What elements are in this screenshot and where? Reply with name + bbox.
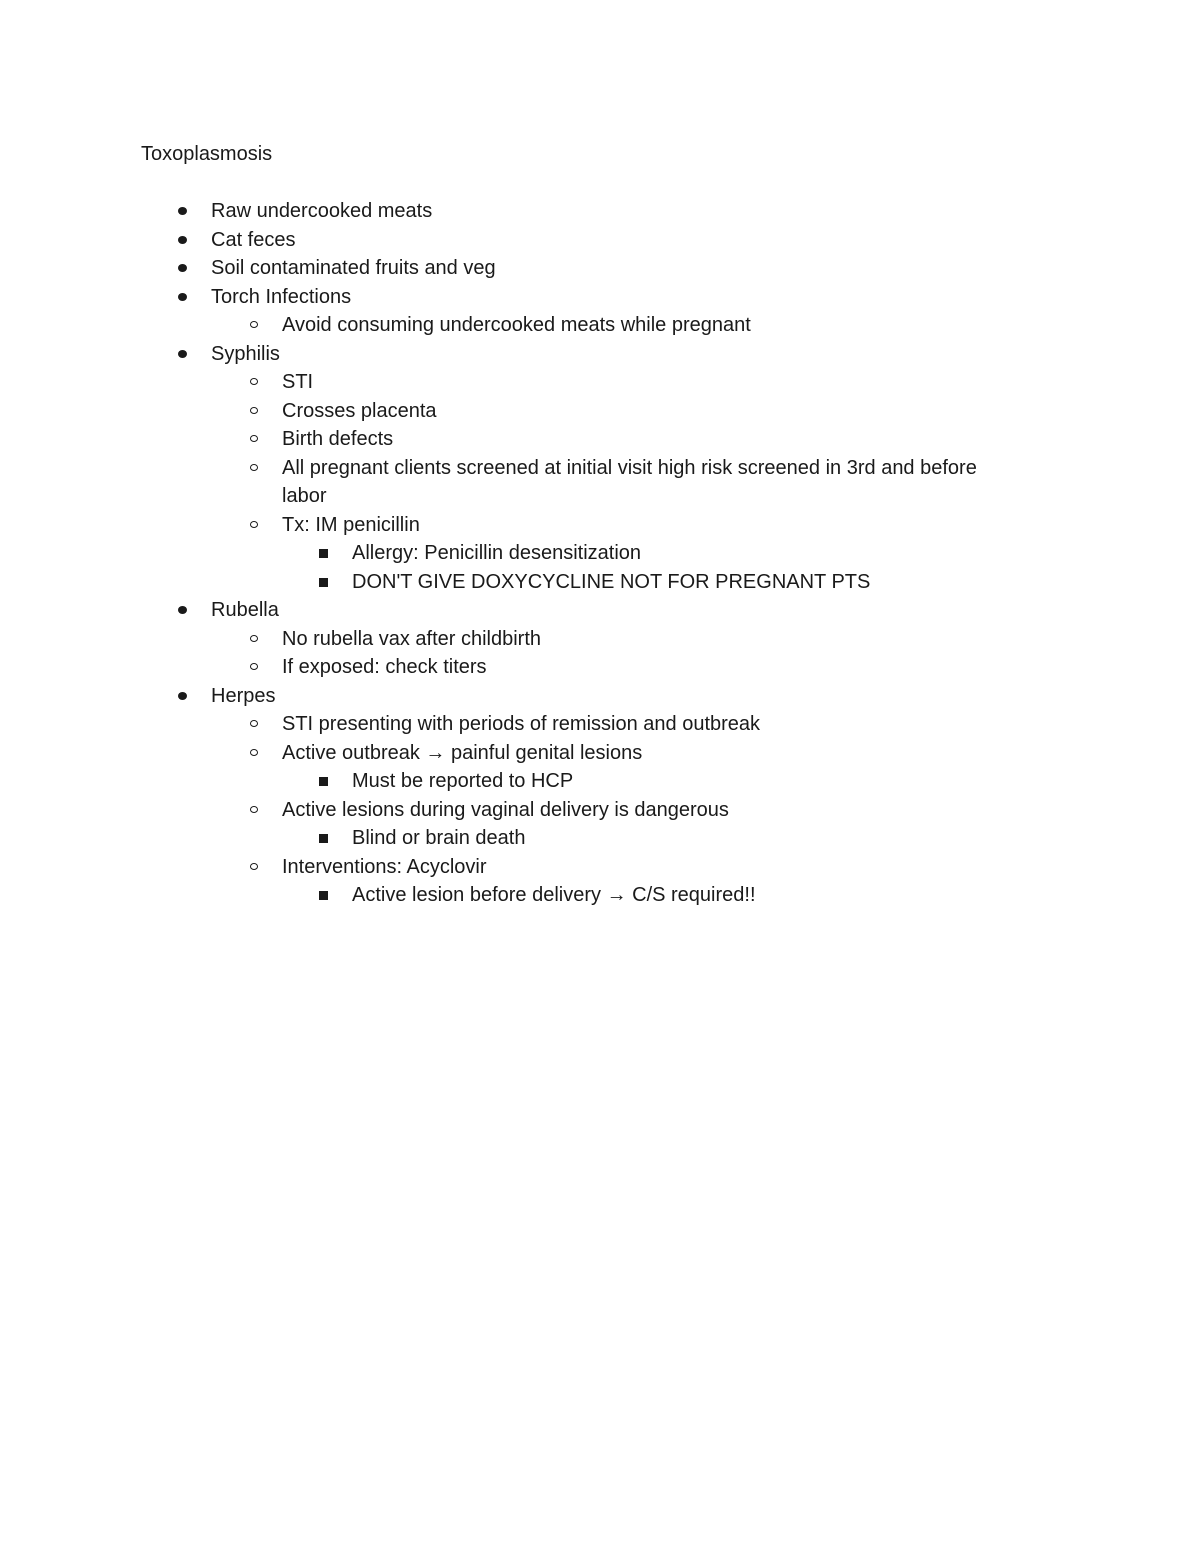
bullet-disc-icon xyxy=(178,236,187,244)
list-item-level-2: No rubella vax after childbirth xyxy=(282,627,542,650)
bullet-circle-icon xyxy=(250,407,258,414)
list-item-level-2: If exposed: check titers xyxy=(282,656,487,678)
bullet-circle-icon xyxy=(250,806,258,813)
list-item-level-1: Cat feces xyxy=(211,228,296,251)
list-item-level-1: Syphilis xyxy=(211,342,280,365)
bullet-square-icon xyxy=(319,834,328,843)
list-item-level-2: Interventions: Acyclovir xyxy=(282,855,487,878)
bullet-circle-icon xyxy=(250,435,258,442)
list-item-level-1: Rubella xyxy=(211,599,279,621)
list-item-level-2: Birth defects xyxy=(282,428,394,450)
list-item-level-1: Soil contaminated fruits and veg xyxy=(211,257,496,279)
bullet-square-icon xyxy=(319,549,328,558)
bullet-circle-icon xyxy=(250,635,258,642)
bullet-square-icon xyxy=(319,777,328,786)
list-item-level-3: Allergy: Penicillin desensitization xyxy=(352,542,642,564)
list-item-level-2: STI xyxy=(282,371,314,393)
list-item-level-2: Avoid consuming undercooked meats while pregnant xyxy=(282,314,751,336)
list-item-level-2: Active lesions during vaginal delivery is dangerous xyxy=(282,798,729,821)
bullet-circle-icon xyxy=(250,663,258,670)
list-item-level-3: DON'T GIVE DOXYCYCLINE NOT FOR PREGNANT PTS xyxy=(352,570,871,593)
bullet-square-icon xyxy=(319,578,328,587)
bullet-circle-icon xyxy=(250,863,258,870)
bullet-circle-icon xyxy=(250,464,258,471)
bullet-disc-icon xyxy=(178,350,187,358)
list-item-level-1: Raw undercooked meats xyxy=(211,200,433,222)
bullet-circle-icon xyxy=(250,321,258,328)
list-item-level-2: All pregnant clients screened at initial visit high risk screened in 3rd and before xyxy=(282,456,977,479)
bullet-disc-icon xyxy=(178,207,187,215)
list-item-level-1: Torch Infections xyxy=(211,285,352,308)
bullet-circle-icon xyxy=(250,521,258,528)
list-item-level-3: Blind or brain death xyxy=(352,827,526,849)
list-item-continuation: labor xyxy=(282,485,327,507)
bullet-disc-icon xyxy=(178,606,187,614)
list-item-level-2: Crosses placenta xyxy=(282,399,437,422)
list-item-level-1: Herpes xyxy=(211,684,276,707)
bullet-disc-icon xyxy=(178,293,187,301)
bullet-circle-icon xyxy=(250,749,258,756)
bullet-circle-icon xyxy=(250,378,258,385)
document-title: Toxoplasmosis xyxy=(141,143,273,165)
bullet-square-icon xyxy=(319,891,328,900)
list-item-level-3: Must be reported to HCP xyxy=(352,770,574,792)
bullet-circle-icon xyxy=(250,720,258,727)
bullet-disc-icon xyxy=(178,692,187,700)
list-item-level-2: STI presenting with periods of remission and outbreak xyxy=(282,713,761,735)
list-item-level-2: Tx: IM penicillin xyxy=(282,513,420,536)
list-item-level-2: Active outbreak → painful genital lesions xyxy=(282,741,643,764)
bullet-disc-icon xyxy=(178,264,187,272)
list-item-level-3: Active lesion before delivery → C/S required!! xyxy=(352,884,756,906)
